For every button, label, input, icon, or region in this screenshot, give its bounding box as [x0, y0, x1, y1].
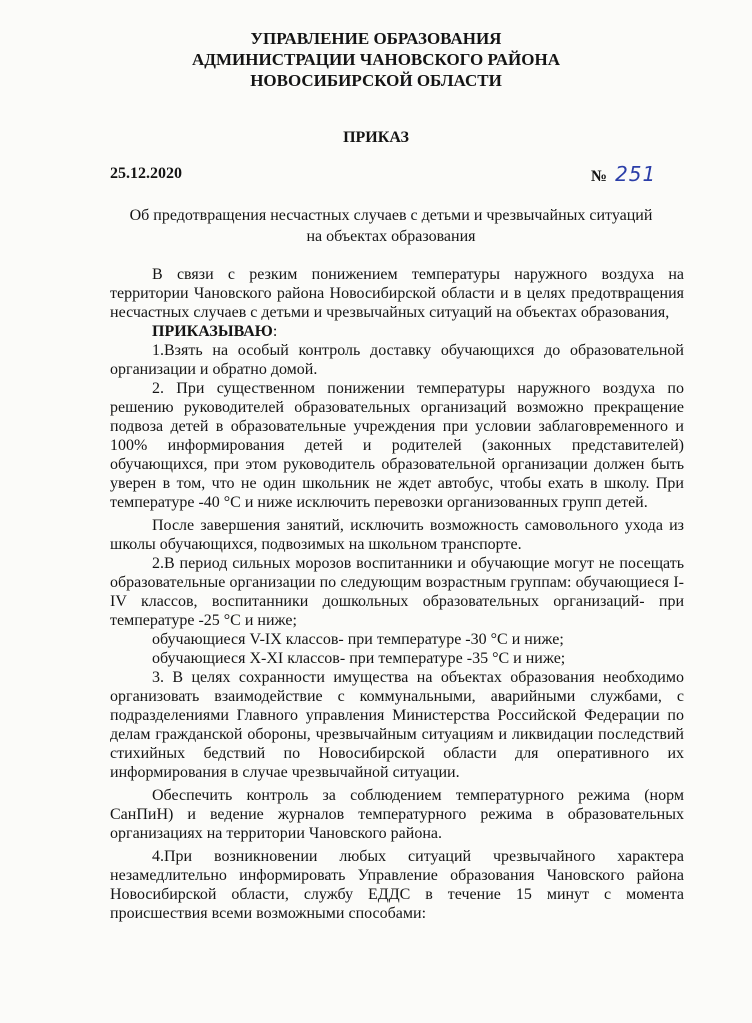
- paragraph-9: 4.При возникновении любых ситуаций чрезвычайного характера незамедлительно информировать Управление образования Чановского района Новосибирской области, службу ЕДДС в течение 15 минут с момента происшествия всеми возможными способами:: [110, 848, 684, 922]
- handwritten-number: 251: [615, 162, 657, 186]
- paragraph-8: Обеспечить контроль за соблюдением температурного режима (норм СанПиН) и ведение журналов температурного режима в образовательных организациях на территории Чановского района.: [110, 787, 684, 842]
- header-line-3: НОВОСИБИРСКОЙ ОБЛАСТИ: [250, 71, 502, 90]
- paragraph-3: После завершения занятий, исключить возможность самовольного ухода из школы обучающихся, подвозимых на школьном транспорте.: [110, 517, 684, 553]
- order-word: ПРИКАЗЫВАЮ: [152, 323, 273, 340]
- paragraph-4: 2.В период сильных морозов воспитанники и обучающие могут не посещать образовательные организации по следующим возрастным группам: обучающиеся I-IV классов, воспитанники дошкольных образовательных организаций- при температуре -25 °С и ниже;: [110, 555, 684, 629]
- doc-date: 25.12.2020: [110, 165, 182, 182]
- order-colon: :: [272, 323, 278, 340]
- header-line-2: АДМИНИСТРАЦИИ ЧАНОВСКОГО РАЙОНА: [192, 50, 560, 69]
- paragraph-intro: В связи с резким понижением температуры наружного воздуха на территории Чановского района Новосибирской области и в целях предотвращения несчастных случаев с детьми и чрезвычайных ситуаций на объектах образования,: [110, 266, 684, 321]
- paragraph-7: 3. В целях сохранности имущества на объектах образования необходимо организовать взаимодействие с коммунальными, аварийными службами, с подразделениями Главного управления Министерства Российской Федерации по делам гражданской обороны, чрезвычайным ситуациям и ликвидации последствий стихийных бедствий по Новосибирской области для оперативного их информирования в случае чрезвычайной ситуации.: [110, 669, 684, 781]
- paragraph-2: 2. При существенном понижении температуры наружного воздуха по решению руководителей образовательных организаций возможно прекращение подвоза детей в образовательные учреждения при условии заблаговременного и 100% информирования детей и родителей (законных представителей) обучающихся, при этом руководитель образовательной организации должен быть уверен в том, что не один школьник не ждет автобус, чтобы ехать в школу. При температуре -40 °С и ниже исключить перевозки организованных групп детей.: [110, 380, 684, 511]
- subject-line-2: на объектах образования: [306, 228, 476, 245]
- doc-number: [591, 162, 656, 186]
- paragraph-6: обучающиеся X-XI классов- при температуре -35 °С и ниже;: [152, 650, 566, 667]
- doc-body: [110, 265, 684, 923]
- subject-line-1: Об предотвращения несчастных случаев с детьми и чрезвычайных ситуаций: [129, 207, 653, 224]
- doc-subject: [100, 205, 682, 247]
- paragraph-5: обучающиеся V-IX классов- при температуре -30 °С и ниже;: [152, 631, 564, 648]
- order-line: [110, 322, 684, 341]
- doc-title: ПРИКАЗ: [343, 129, 409, 146]
- paragraph-1: 1.Взять на особый контроль доставку обучающихся до образовательной организации и обратно домой.: [110, 342, 684, 378]
- header-line-1: УПРАВЛЕНИЕ ОБРАЗОВАНИЯ: [250, 29, 502, 48]
- number-sign: №: [591, 168, 608, 185]
